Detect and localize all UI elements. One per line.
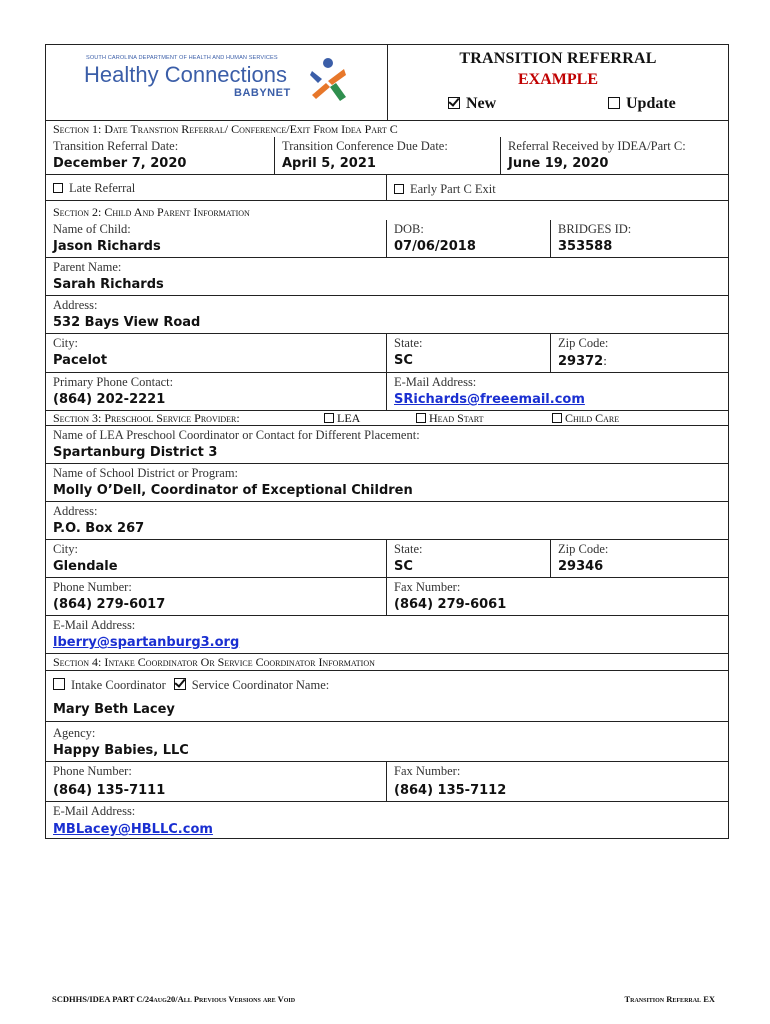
child-city-cell bbox=[46, 334, 386, 372]
child-address-cell bbox=[46, 296, 728, 333]
footer-version: SCDHHS/IDEA PART C/24aug20/All Previous Versions are Void bbox=[52, 994, 296, 1004]
school-state-cell bbox=[386, 540, 550, 577]
footer-form-name: Transition Referral EX bbox=[624, 994, 715, 1004]
conference-date-value[interactable]: April 5, 2021 bbox=[282, 156, 376, 171]
conference-date-cell bbox=[274, 137, 500, 174]
school-row bbox=[46, 464, 728, 502]
school-city-cell bbox=[46, 540, 386, 577]
child-address-value[interactable]: 532 Bays View Road bbox=[53, 315, 201, 330]
section1-heading: Section 1: Date Transtion Referral/ Conference/Exit From Idea Part C bbox=[53, 122, 398, 136]
school-fax-label: Fax Number: bbox=[394, 580, 461, 594]
school-state-value[interactable]: SC bbox=[394, 559, 413, 574]
child-state-label: State: bbox=[394, 336, 423, 350]
brand-sub: BABYNET bbox=[234, 87, 291, 99]
lea-contact-value[interactable]: Spartanburg District 3 bbox=[53, 445, 218, 460]
lea-label: LEA bbox=[337, 411, 361, 425]
childcare-option[interactable] bbox=[552, 411, 619, 425]
lea-contact-label: Name of LEA Preschool Coordinator or Contact for Different Placement: bbox=[53, 428, 420, 442]
section1-dates-row bbox=[46, 137, 728, 175]
late-referral-label: Late Referral bbox=[69, 180, 136, 195]
new-option[interactable] bbox=[448, 95, 496, 113]
update-checkbox[interactable] bbox=[608, 97, 620, 109]
childcare-checkbox[interactable] bbox=[552, 413, 562, 423]
primary-phone-label: Primary Phone Contact: bbox=[53, 375, 174, 389]
late-referral-option[interactable] bbox=[46, 178, 386, 198]
section4-heading-row bbox=[46, 654, 728, 671]
coordinator-email-row bbox=[46, 802, 728, 838]
school-city-row bbox=[46, 540, 728, 578]
referral-date-cell bbox=[46, 137, 274, 174]
child-name-value[interactable]: Jason Richards bbox=[53, 239, 161, 254]
school-phone-row bbox=[46, 578, 728, 616]
received-date-value[interactable]: June 19, 2020 bbox=[508, 156, 609, 171]
section2-heading-row bbox=[46, 201, 728, 220]
section3-heading-row bbox=[46, 411, 728, 426]
parent-row bbox=[46, 258, 728, 296]
school-address-cell bbox=[46, 502, 728, 539]
coordinator-email-cell bbox=[46, 802, 728, 838]
child-row bbox=[46, 220, 728, 258]
child-city-row bbox=[46, 334, 728, 373]
service-coordinator-checkbox[interactable] bbox=[174, 678, 186, 690]
parent-cell bbox=[46, 258, 728, 295]
parent-email-label: E-Mail Address: bbox=[394, 375, 477, 389]
school-fax-cell bbox=[386, 578, 728, 615]
early-exit-label: Early Part C Exit bbox=[410, 181, 496, 196]
parent-value[interactable]: Sarah Richards bbox=[53, 277, 164, 292]
school-zip-value[interactable]: 29346 bbox=[558, 559, 604, 574]
school-city-label: City: bbox=[53, 542, 79, 556]
agency-label: Agency: bbox=[53, 726, 96, 740]
school-email-label: E-Mail Address: bbox=[53, 618, 136, 632]
section2-heading: Section 2: Child And Parent Information bbox=[53, 205, 250, 219]
primary-phone-cell bbox=[46, 373, 386, 410]
child-zip-number: 29372 bbox=[558, 354, 604, 369]
early-exit-checkbox[interactable] bbox=[394, 184, 404, 194]
section1-heading-row bbox=[46, 121, 728, 137]
lea-contact-cell bbox=[46, 426, 728, 463]
school-zip-label: Zip Code: bbox=[558, 542, 609, 556]
childcare-label: Child Care bbox=[565, 411, 620, 425]
school-address-value[interactable]: P.O. Box 267 bbox=[53, 521, 145, 536]
received-date-label: Referral Received by IDEA/Part C: bbox=[508, 139, 686, 153]
headstart-option[interactable] bbox=[416, 411, 484, 425]
child-zip-label: Zip Code: bbox=[558, 336, 609, 350]
child-name-cell bbox=[46, 220, 386, 257]
coordinator-name-value[interactable]: Mary Beth Lacey bbox=[53, 702, 175, 717]
school-email-link[interactable]: lberry@spartanburg3.org bbox=[53, 635, 240, 650]
intake-coordinator-label: Intake Coordinator bbox=[71, 678, 166, 692]
child-zip-cell bbox=[550, 334, 728, 372]
child-name-label: Name of Child: bbox=[53, 222, 131, 236]
child-address-row bbox=[46, 296, 728, 334]
coordinator-type-cell bbox=[46, 671, 728, 721]
agency-row bbox=[46, 721, 728, 762]
service-coordinator-label: Service Coordinator Name: bbox=[191, 678, 330, 692]
coordinator-fax-label: Fax Number: bbox=[394, 764, 461, 778]
headstart-label: Head Start bbox=[429, 411, 484, 425]
dob-value[interactable]: 07/06/2018 bbox=[394, 239, 476, 254]
headstart-checkbox[interactable] bbox=[416, 413, 426, 423]
coordinator-fax-cell bbox=[386, 762, 728, 801]
parent-email-cell bbox=[386, 373, 728, 410]
school-address-label: Address: bbox=[53, 504, 98, 518]
agency-value[interactable]: Happy Babies, LLC bbox=[53, 743, 189, 758]
school-phone-value[interactable]: (864) 279-6017 bbox=[53, 597, 166, 612]
form-header bbox=[46, 45, 728, 121]
coordinator-email-label: E-Mail Address: bbox=[53, 804, 136, 818]
agency-cell bbox=[46, 722, 728, 761]
school-phone-cell bbox=[46, 578, 386, 615]
bridges-cell bbox=[550, 220, 728, 257]
coordinator-fax-value[interactable]: (864) 135-7112 bbox=[394, 783, 507, 798]
school-zip-cell bbox=[550, 540, 728, 577]
bridges-label: BRIDGES ID: bbox=[558, 222, 632, 236]
child-state-value[interactable]: SC bbox=[394, 353, 413, 368]
update-label: Update bbox=[626, 95, 676, 112]
child-state-cell bbox=[386, 334, 550, 372]
contact-row bbox=[46, 373, 728, 411]
child-zip-value[interactable] bbox=[558, 351, 721, 371]
referral-date-value[interactable]: December 7, 2020 bbox=[53, 156, 187, 171]
agency-line: SOUTH CAROLINA DEPARTMENT OF HEALTH AND HUMAN SERVICES bbox=[86, 55, 278, 61]
lea-option[interactable] bbox=[324, 411, 360, 425]
school-email-row bbox=[46, 616, 728, 654]
school-label: Name of School District or Program: bbox=[53, 466, 239, 480]
coordinator-email-link[interactable]: MBLacey@HBLLC.com bbox=[53, 822, 213, 837]
primary-phone-value[interactable]: (864) 202-2221 bbox=[53, 392, 166, 407]
school-email-cell bbox=[46, 616, 728, 653]
brand-name: Healthy Connections bbox=[84, 62, 288, 87]
child-zip-suffix: : bbox=[603, 353, 607, 368]
parent-label: Parent Name: bbox=[53, 260, 122, 274]
child-city-value[interactable]: Pacelot bbox=[53, 353, 108, 368]
early-exit-option[interactable] bbox=[386, 175, 728, 201]
dob-cell bbox=[386, 220, 550, 257]
late-referral-checkbox[interactable] bbox=[53, 183, 63, 193]
coordinator-phone-row bbox=[46, 762, 728, 802]
title-area bbox=[387, 45, 728, 120]
conference-date-label: Transition Conference Due Date: bbox=[282, 139, 448, 153]
school-value[interactable]: Molly O’Dell, Coordinator of Exceptional Children bbox=[53, 483, 413, 498]
school-address-row bbox=[46, 502, 728, 540]
dob-label: DOB: bbox=[394, 222, 424, 236]
update-option[interactable] bbox=[608, 95, 676, 113]
coordinator-phone-label: Phone Number: bbox=[53, 764, 132, 778]
section4-heading: Section 4: Intake Coordinator Or Service Coordinator Information bbox=[53, 655, 375, 669]
school-phone-label: Phone Number: bbox=[53, 580, 132, 594]
school-state-label: State: bbox=[394, 542, 423, 556]
lea-contact-row bbox=[46, 426, 728, 464]
school-fax-value[interactable]: (864) 279-6061 bbox=[394, 597, 507, 612]
section3-heading: Section 3: Preschool Service Provider: bbox=[53, 411, 240, 425]
transition-referral-form bbox=[45, 44, 729, 839]
bridges-value[interactable]: 353588 bbox=[558, 239, 613, 254]
brand-x-icon bbox=[308, 57, 348, 103]
received-date-cell bbox=[500, 137, 728, 174]
school-cell bbox=[46, 464, 728, 501]
form-title: TRANSITION REFERRAL bbox=[459, 50, 657, 67]
new-label: New bbox=[466, 95, 497, 112]
section1-flags-row bbox=[46, 175, 728, 201]
parent-email-link[interactable]: SRichards@freeemail.com bbox=[394, 392, 585, 407]
referral-date-label: Transition Referral Date: bbox=[53, 139, 179, 153]
intake-coordinator-checkbox[interactable] bbox=[53, 678, 65, 690]
lea-checkbox[interactable] bbox=[324, 413, 334, 423]
form-subtitle: EXAMPLE bbox=[518, 71, 598, 88]
child-city-label: City: bbox=[53, 336, 79, 350]
healthy-connections-logo bbox=[46, 45, 387, 121]
school-city-value[interactable]: Glendale bbox=[53, 559, 118, 574]
coordinator-type-row bbox=[46, 671, 728, 721]
child-address-label: Address: bbox=[53, 298, 98, 312]
new-checkbox[interactable] bbox=[448, 97, 460, 109]
coordinator-phone-value[interactable]: (864) 135-7111 bbox=[53, 783, 166, 798]
coordinator-phone-cell bbox=[46, 762, 386, 801]
